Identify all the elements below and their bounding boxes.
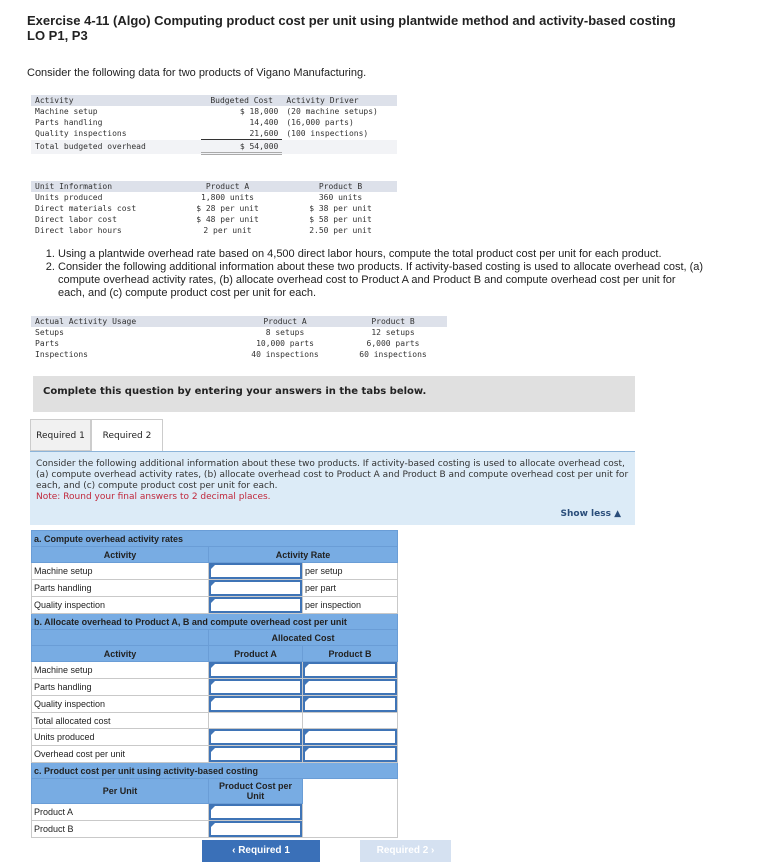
table-row — [31, 338, 447, 349]
table-cell — [209, 746, 303, 763]
alloc-a-quality-input[interactable] — [209, 696, 302, 712]
table-cell: $ 28 per unit — [196, 204, 259, 213]
table-cell — [303, 779, 398, 838]
table-cell: Per Unit — [32, 779, 209, 804]
table-row — [31, 225, 397, 236]
table-cell: Direct labor cost — [35, 215, 117, 224]
table-cell: Activity Driver — [282, 95, 397, 106]
table-cell: 1,800 units — [201, 193, 254, 202]
table-row — [32, 696, 398, 713]
table-row — [31, 117, 397, 128]
table-cell: Parts handling — [32, 679, 209, 696]
table-row — [31, 128, 397, 140]
table-cell: 21,600 — [201, 128, 282, 140]
product-b-cost-input[interactable] — [209, 821, 302, 837]
table-row — [31, 140, 397, 154]
table-row — [32, 763, 398, 779]
table-cell: per part — [303, 580, 398, 597]
table-cell: 12 setups — [371, 328, 415, 337]
table-row — [32, 729, 398, 746]
answer-table — [31, 530, 398, 838]
table-cell: Quality inspection — [32, 696, 209, 713]
table-row — [31, 327, 447, 338]
table-row — [32, 563, 398, 580]
usage-table — [31, 316, 447, 360]
tab-required-1[interactable]: Required 1 — [30, 419, 91, 451]
question-2: 2. Consider the following additional information about these two products. If activity-based costing is used to allocate overhead cost, (a) compute overhead activity rates, (b) allocate overhead cost to Product A and Product B and compute overhead cost per unit for each, and (c) compute product cost per unit for each. — [58, 261, 704, 300]
table-cell: Budgeted Cost — [201, 95, 282, 106]
section-b-title: b. Allocate overhead to Product A, B and compute overhead cost per unit — [32, 614, 398, 630]
units-a-input[interactable] — [209, 729, 302, 745]
table-row — [32, 597, 398, 614]
table-cell: 2 per unit — [203, 226, 252, 235]
next-required-2-button[interactable]: Required 2 › — [360, 840, 451, 862]
table-cell: $ 58 per unit — [309, 215, 372, 224]
question-1: 1. Using a plantwide overhead rate based on 4,500 direct labor hours, compute the total product cost per unit for each product. — [58, 248, 704, 261]
table-row — [32, 713, 398, 729]
table-cell — [209, 804, 303, 821]
unit-info-table — [31, 181, 397, 236]
table-row — [31, 316, 447, 327]
show-less-link[interactable]: Show less ▲ — [560, 509, 621, 519]
table-cell — [303, 696, 398, 713]
table-cell: Product A — [209, 646, 303, 662]
table-cell — [209, 729, 303, 746]
table-cell: Product B — [339, 316, 447, 327]
table-cell — [209, 662, 303, 679]
alloc-b-quality-input[interactable] — [303, 696, 397, 712]
table-cell: $ 38 per unit — [309, 204, 372, 213]
instructions-box: Consider the following additional information about these two products. If activity-based costing is used to allocate overhead cost, (a) compute overhead activity rates, (b) allocate overhead cost to Product A and Product B and compute overhead cost per unit for each, and (c) compute product cost per unit for each. Note: Round your final answers to 2 decimal places. Show less ▲ — [30, 451, 635, 525]
table-cell: 8 setups — [265, 328, 305, 337]
overhead-per-unit-a-input[interactable] — [209, 746, 302, 762]
table-cell: (20 machine setups) — [286, 107, 378, 116]
units-b-input[interactable] — [303, 729, 397, 745]
table-row — [31, 349, 447, 360]
table-cell: Quality inspection — [32, 597, 209, 614]
table-cell — [303, 662, 398, 679]
table-cell — [32, 630, 209, 646]
budget-table — [31, 95, 397, 155]
total-a-cell — [209, 713, 303, 729]
table-cell: Units produced — [32, 729, 209, 746]
table-cell: Units produced — [35, 193, 103, 202]
table-cell: Direct materials cost — [35, 204, 137, 213]
complete-prompt: Complete this question by entering your answers in the tabs below. — [33, 376, 635, 412]
table-cell: Allocated Cost — [209, 630, 398, 646]
table-cell: Product B — [32, 821, 209, 838]
table-row — [32, 779, 398, 804]
table-row — [32, 646, 398, 662]
prev-required-1-button[interactable]: ‹ Required 1 — [202, 840, 320, 862]
table-cell — [303, 746, 398, 763]
table-row — [31, 203, 397, 214]
table-cell: Product A — [32, 804, 209, 821]
table-cell: per setup — [303, 563, 398, 580]
table-row — [32, 614, 398, 630]
table-cell: Unit Information — [31, 181, 171, 192]
table-cell — [282, 140, 397, 154]
table-cell: $ 18,000 — [239, 107, 279, 116]
total-b-cell — [303, 713, 398, 729]
table-cell — [209, 696, 303, 713]
rate-parts-handling-input[interactable] — [209, 580, 302, 596]
table-row — [31, 192, 397, 203]
table-row — [32, 531, 398, 547]
table-cell: Activity — [32, 646, 209, 662]
table-cell — [209, 821, 303, 838]
table-cell — [303, 729, 398, 746]
question-list — [44, 248, 704, 300]
table-cell: 360 units — [318, 193, 363, 202]
table-cell: Overhead cost per unit — [32, 746, 209, 763]
table-cell: Machine setup — [32, 563, 209, 580]
table-cell: 14,400 — [249, 118, 279, 127]
table-cell: Product A — [231, 316, 339, 327]
table-cell: Parts — [35, 339, 60, 348]
table-cell: 6,000 parts — [366, 339, 420, 348]
table-cell: Activity — [32, 547, 209, 563]
table-cell: Actual Activity Usage — [31, 316, 231, 327]
table-row — [32, 547, 398, 563]
intro-text: Consider the following data for two products of Vigano Manufacturing. — [27, 67, 367, 79]
table-cell — [209, 679, 303, 696]
rate-quality-inspection-input[interactable] — [209, 597, 302, 613]
table-row — [32, 630, 398, 646]
table-cell: Direct labor hours — [35, 226, 122, 235]
product-a-cost-input[interactable] — [209, 804, 302, 820]
table-cell: Product B — [303, 646, 398, 662]
table-row — [31, 106, 397, 117]
table-row — [31, 181, 397, 192]
table-cell: Product A — [171, 181, 284, 192]
table-cell: Parts handling — [32, 580, 209, 597]
table-cell — [209, 597, 303, 614]
table-row — [32, 580, 398, 597]
overhead-per-unit-b-input[interactable] — [303, 746, 397, 762]
table-cell: 10,000 parts — [256, 339, 314, 348]
tab-required-2[interactable]: Required 2 — [91, 419, 163, 451]
table-row — [32, 662, 398, 679]
table-row — [32, 679, 398, 696]
table-cell: $ 54,000 — [201, 140, 282, 154]
table-cell: Total budgeted overhead — [31, 140, 201, 154]
table-cell: 2.50 per unit — [309, 226, 372, 235]
table-cell: Product B — [284, 181, 397, 192]
table-cell: (100 inspections) — [286, 129, 369, 139]
table-cell: Activity — [31, 95, 201, 106]
page-title: Exercise 4-11 (Algo) Computing product cost per unit using plantwide method and activity-based costing LO P1, P3 — [27, 13, 676, 43]
table-row — [31, 214, 397, 225]
table-cell: Machine setup — [35, 107, 98, 116]
table-cell: Machine setup — [32, 662, 209, 679]
table-cell: Total allocated cost — [32, 713, 209, 729]
section-a-title: a. Compute overhead activity rates — [32, 531, 398, 547]
table-cell: Activity Rate — [209, 547, 398, 563]
table-cell: Product Cost per Unit — [209, 779, 303, 804]
alloc-a-machine-input[interactable] — [209, 662, 302, 678]
table-cell: 60 inspections — [359, 350, 427, 359]
table-cell: Parts handling — [35, 118, 103, 127]
rate-machine-setup-input[interactable] — [209, 563, 302, 579]
table-row — [31, 95, 397, 106]
table-cell — [209, 563, 303, 580]
table-row — [32, 746, 398, 763]
table-cell: Quality inspections — [35, 129, 127, 139]
table-cell: 40 inspections — [251, 350, 319, 359]
table-cell — [209, 580, 303, 597]
table-cell: (16,000 parts) — [286, 118, 354, 127]
rounding-note: Note: Round your final answers to 2 decimal places. — [36, 492, 271, 502]
table-cell: Inspections — [35, 350, 88, 359]
table-cell — [303, 679, 398, 696]
table-cell: per inspection — [303, 597, 398, 614]
section-c-title: c. Product cost per unit using activity-based costing — [32, 763, 398, 779]
table-cell: $ 48 per unit — [196, 215, 259, 224]
alloc-a-parts-input[interactable] — [209, 679, 302, 695]
table-cell: Setups — [35, 328, 64, 337]
alloc-b-machine-input[interactable] — [303, 662, 397, 678]
alloc-b-parts-input[interactable] — [303, 679, 397, 695]
